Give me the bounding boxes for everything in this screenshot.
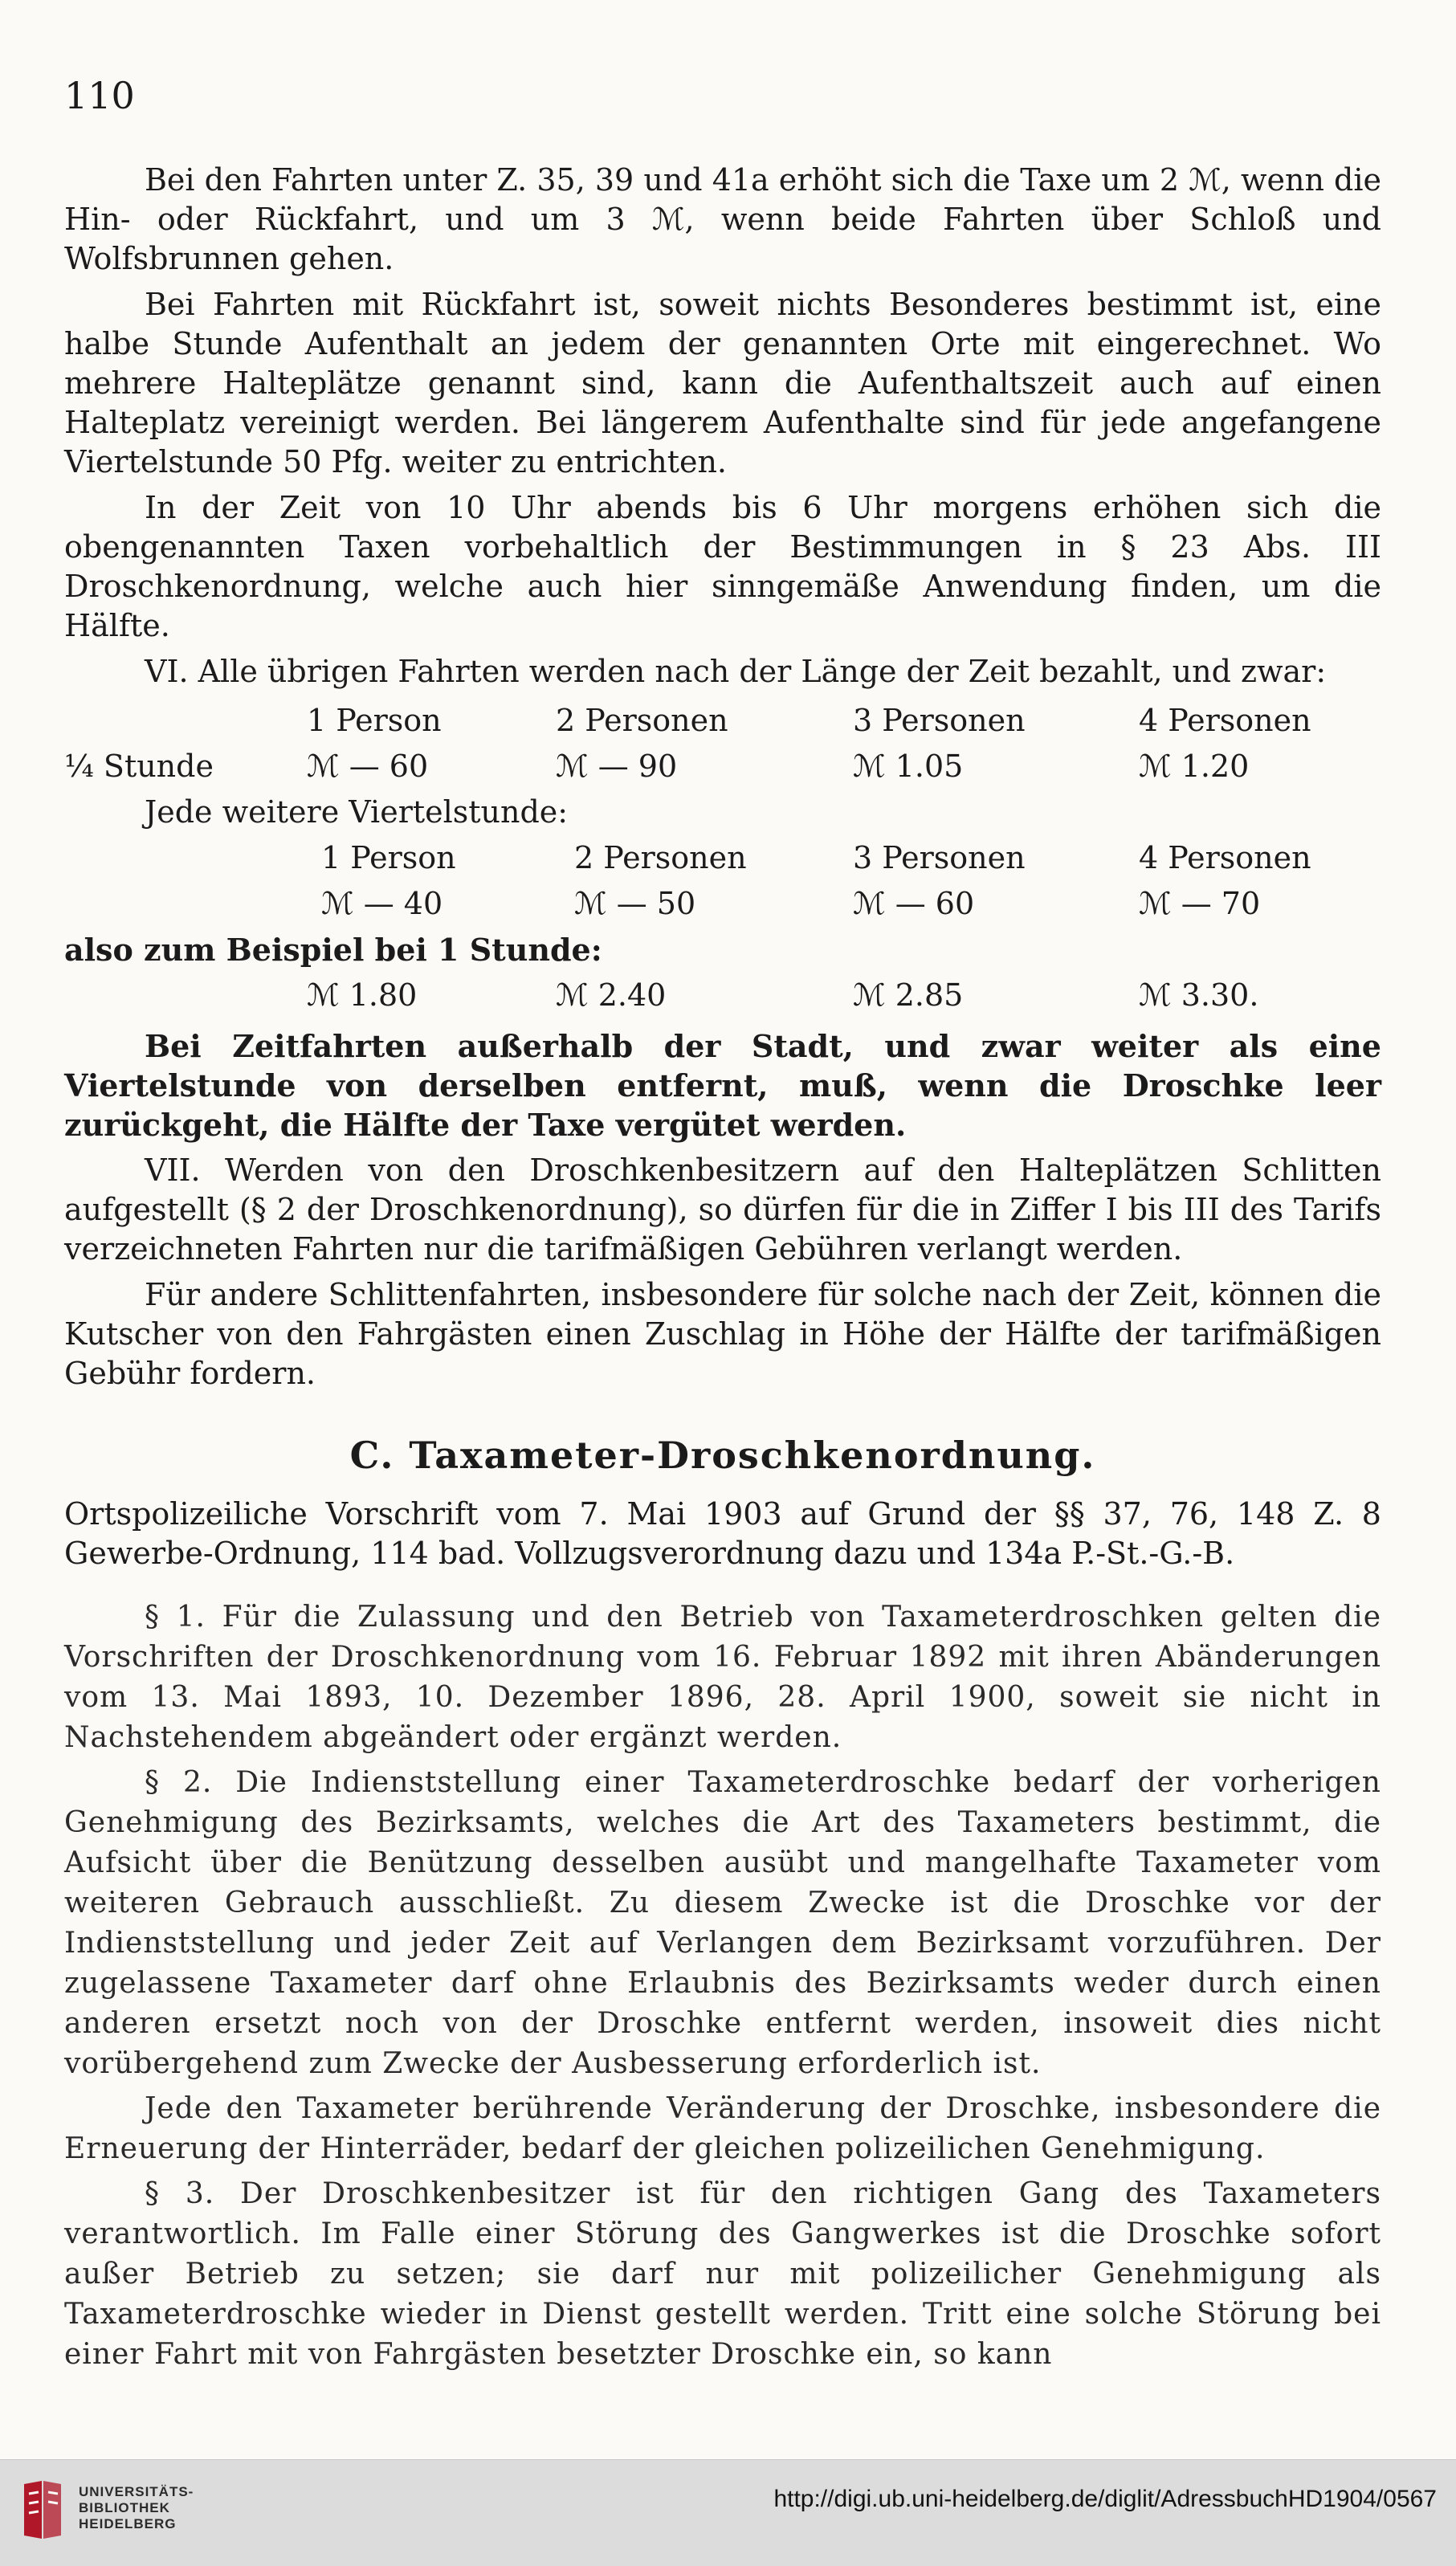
price-cell: ℳ — 50	[574, 886, 696, 921]
section-heading: C. Taxameter-Droschkenordnung.	[349, 1434, 1096, 1477]
column-header: 1 Person	[321, 840, 456, 875]
source-url-link[interactable]: http://digi.ub.uni-heidelberg.de/diglit/AdressbuchHD1904/0567	[773, 2486, 1437, 2512]
paragraph: Für andere Schlittenfahrten, insbesondere für solche nach der Zeit, können die Kutscher von den Fahrgästen einen Zuschlag in Höhe der Hälfte der tarifmäßigen Gebühr fordern.	[64, 1277, 1381, 1391]
price-cell: ℳ — 60	[853, 886, 975, 921]
table-row	[64, 881, 1381, 927]
price-cell: ℳ — 60	[307, 749, 429, 784]
column-header: 2 Personen	[556, 703, 728, 738]
library-line: BIBLIOTHEK	[79, 2500, 170, 2515]
table-row	[64, 789, 1381, 835]
price-cell: ℳ 1.80	[307, 977, 418, 1013]
price-cell: ℳ — 40	[321, 886, 443, 921]
column-header: 4 Personen	[1139, 703, 1311, 738]
paragraph: Bei den Fahrten unter Z. 35, 39 und 41a erhöht sich die Taxe um 2 ℳ, wenn die Hin- oder Rückfahrt, und um 3 ℳ, wenn beide Fahrten über Schloß und Wolfsbrunnen gehen.	[64, 162, 1381, 276]
column-header: 1 Person	[307, 703, 442, 738]
row-label: also zum Beispiel bei 1 Stunde:	[64, 932, 602, 968]
library-line: HEIDELBERG	[79, 2516, 177, 2531]
row-label: ¼ Stunde	[64, 749, 214, 784]
paragraph: § 1. Für die Zulassung und den Betrieb von Taxameterdroschken gelten die Vorschriften der Droschkenordnung vom 16. Februar 1892 mit ihren Abänderungen vom 13. Mai 1893, 10. Dezember 1896, 28. April 1900, soweit sie nicht in Nachstehendem abgeändert oder ergänzt werden.	[64, 1601, 1381, 1754]
section-vi-intro: VI. Alle übrigen Fahrten werden nach der Länge der Zeit bezahlt, und zwar:	[145, 654, 1327, 689]
library-name	[79, 2484, 194, 2532]
price-cell: ℳ 1.05	[853, 749, 964, 784]
paragraph: VII. Werden von den Droschkenbesitzern auf den Halteplätzen Schlitten aufgestellt (§ 2 der Droschkenordnung), so dürfen für die in Ziffer I bis III des Tarifs verzeichneten Fahrten nur die tarifmäßigen Gebühren verlangt werden.	[64, 1152, 1381, 1267]
paragraph: In der Zeit von 10 Uhr abends bis 6 Uhr morgens erhöhen sich die obengenannten Taxen vorbehaltlich der Bestimmungen in § 23 Abs. III Droschkenordnung, welche auch hier sinngemäße Anwendung finden, um die Hälfte.	[64, 490, 1381, 643]
section-subtitle: Ortspolizeiliche Vorschrift vom 7. Mai 1903 auf Grund der §§ 37, 76, 148 Z. 8 Gewerbe-Ordnung, 114 bad. Vollzugsverordnung dazu und 134a P.-St.-G.-B.	[64, 1496, 1381, 1571]
table-row	[64, 973, 1381, 1018]
table-row	[64, 927, 1381, 973]
column-header: 4 Personen	[1139, 840, 1311, 875]
library-line: UNIVERSITÄTS-	[79, 2484, 194, 2499]
column-header: 3 Personen	[853, 840, 1026, 875]
price-cell: ℳ 3.30.	[1139, 977, 1259, 1013]
row-label: Jede weitere Viertelstunde:	[145, 794, 569, 830]
price-cell: ℳ — 90	[556, 749, 678, 784]
column-header: 3 Personen	[853, 703, 1026, 738]
paragraph: § 2. Die Indienststellung einer Taxameterdroschke bedarf der vorherigen Genehmigung des Bezirksamts, welches die Art des Taxameters bestimmt, die Aufsicht über die Benützung desselben ausübt und mangelhafte Taxameter vom weiteren Gebrauch ausschließt. Zu diesem Zwecke ist die Droschke vor der Indienststellung und jeder Zeit auf Verlangen dem Bezirksamt vorzuführen. Der zugelassene Taxameter darf ohne Erlaubnis des Bezirksamts weder durch einen anderen ersetzt noch von der Droschke entfernt werden, insoweit dies nicht vorübergehend zum Zwecke der Ausbesserung erforderlich ist.	[64, 1766, 1381, 2080]
tariff-text	[64, 161, 1381, 2380]
price-cell: ℳ 2.40	[556, 977, 667, 1013]
column-header: 2 Personen	[574, 840, 747, 875]
page-number: 110	[64, 74, 135, 117]
price-cell: ℳ 2.85	[853, 977, 964, 1013]
paragraph: Bei Zeitfahrten außerhalb der Stadt, und zwar weiter als eine Viertelstunde von derselben entfernt, muß, wenn die Droschke leer zurückgeht, die Hälfte der Taxe vergütet werden.	[64, 1028, 1381, 1143]
price-cell: ℳ 1.20	[1139, 749, 1250, 784]
paragraph: Bei Fahrten mit Rückfahrt ist, soweit nichts Besonderes bestimmt ist, eine halbe Stunde Aufenthalt an jedem der genannten Orte mit eingerechnet. Wo mehrere Halteplätze genannt sind, kann die Aufenthaltszeit auch auf einen Halteplatz vereinigt werden. Bei längerem Aufenthalte sind für jede angefangene Viertelstunde 50 Pfg. weiter zu entrichten.	[64, 287, 1381, 479]
library-logo-icon	[18, 2478, 67, 2542]
table-row	[64, 744, 1381, 789]
footer-bar	[0, 2459, 1456, 2566]
table-row	[64, 698, 1381, 744]
price-cell: ℳ — 70	[1139, 886, 1261, 921]
table-row	[64, 835, 1381, 881]
time-tariff-table	[64, 698, 1381, 1018]
paragraph: Jede den Taxameter berührende Veränderung der Droschke, insbesondere die Erneuerung der Hinterräder, bedarf der gleichen polizeilichen Genehmigung.	[64, 2092, 1381, 2165]
paragraph: § 3. Der Droschkenbesitzer ist für den richtigen Gang des Taxameters verantwortlich. Im Falle einer Störung des Gangwerkes ist die Droschke sofort außer Betrieb zu setzen; sie darf nur mit polizeilicher Genehmigung als Taxameterdroschke wieder in Dienst gestellt werden. Tritt eine solche Störung bei einer Fahrt mit von Fahrgästen besetzter Droschke ein, so kann	[64, 2177, 1381, 2371]
